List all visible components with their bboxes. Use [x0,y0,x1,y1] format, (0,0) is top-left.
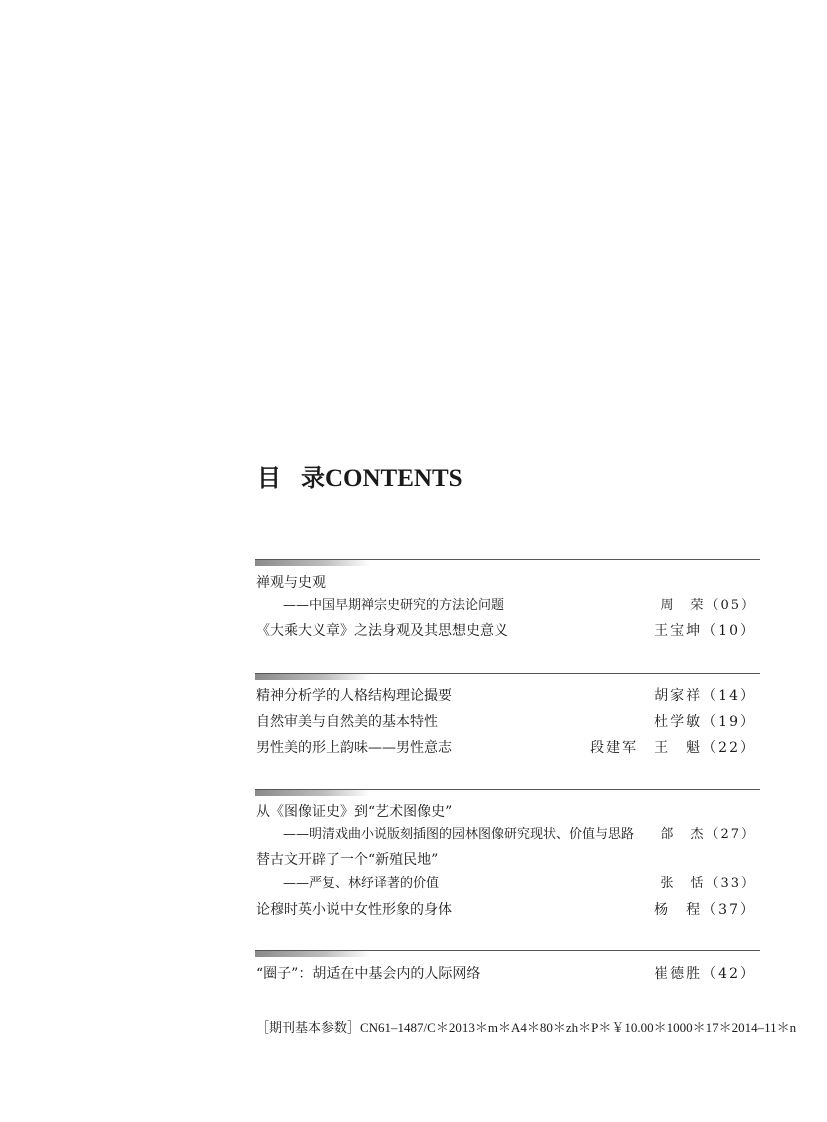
entry-author-page: 杨 程（37） [654,902,756,918]
toc-entry[interactable] [256,687,756,705]
section-divider [255,673,760,680]
entry-author-page: 郃 杰（27） [660,827,756,842]
entry-title: 从《图像证史》到“艺术图像史” [256,804,453,820]
entry-title: ——中国早期禅宗史研究的方法论问题 [283,598,505,613]
title-cn-char-1: 目 [257,463,281,492]
toc-entry-subtitle[interactable] [283,597,756,615]
entry-title: ——严复、林纾译著的价值 [283,876,440,891]
toc-entry[interactable] [256,739,756,757]
toc-entry[interactable] [256,713,756,731]
toc-entry-subtitle[interactable] [283,826,756,844]
journal-parameters: ［期刊基本参数］CN61–1487/C＊2013＊m＊A4＊80＊zh＊P＊￥10.00＊1000＊17＊2014–11＊n [256,1020,797,1035]
toc-entry[interactable] [256,965,756,983]
entry-author-page: 周 荣（05） [660,598,756,613]
title-cn-char-2: 录 [301,463,325,492]
toc-entry[interactable] [256,622,756,640]
title-en: CONTENTS [325,465,463,492]
entry-title: 《大乘大义章》之法身观及其思想史意义 [256,623,508,639]
entry-title: 禅观与史观 [256,575,326,591]
entry-title: 替古文开辟了一个“新殖民地” [256,852,439,868]
entry-title: 精神分析学的人格结构理论撮要 [256,688,452,704]
page-title [257,458,463,493]
section-divider [255,559,760,566]
entry-author-page: 杜学敏（19） [654,714,756,730]
entry-author-page: 段建军 王 魁（22） [590,740,756,756]
section-divider [255,950,760,957]
toc-entry[interactable] [256,574,756,592]
entry-title: 论穆时英小说中女性形象的身体 [256,902,452,918]
entry-title: 男性美的形上韵味——男性意志 [256,740,452,756]
toc-entry-subtitle[interactable] [283,875,756,893]
entry-author-page: 崔德胜（42） [654,966,756,982]
toc-entry[interactable] [256,901,756,919]
toc-entry[interactable] [256,851,756,869]
entry-title: “圈子”：胡适在中基会内的人际网络 [256,966,481,982]
entry-author-page: 张 恬（33） [660,876,756,891]
entry-title: 自然审美与自然美的基本特性 [256,714,438,730]
section-divider [255,789,760,796]
entry-author-page: 王宝坤（10） [654,623,756,639]
entry-title: ——明清戏曲小说版刻插图的园林图像研究现状、价值与思路 [283,827,635,842]
toc-entry[interactable] [256,803,756,821]
entry-author-page: 胡家祥（14） [654,688,756,704]
